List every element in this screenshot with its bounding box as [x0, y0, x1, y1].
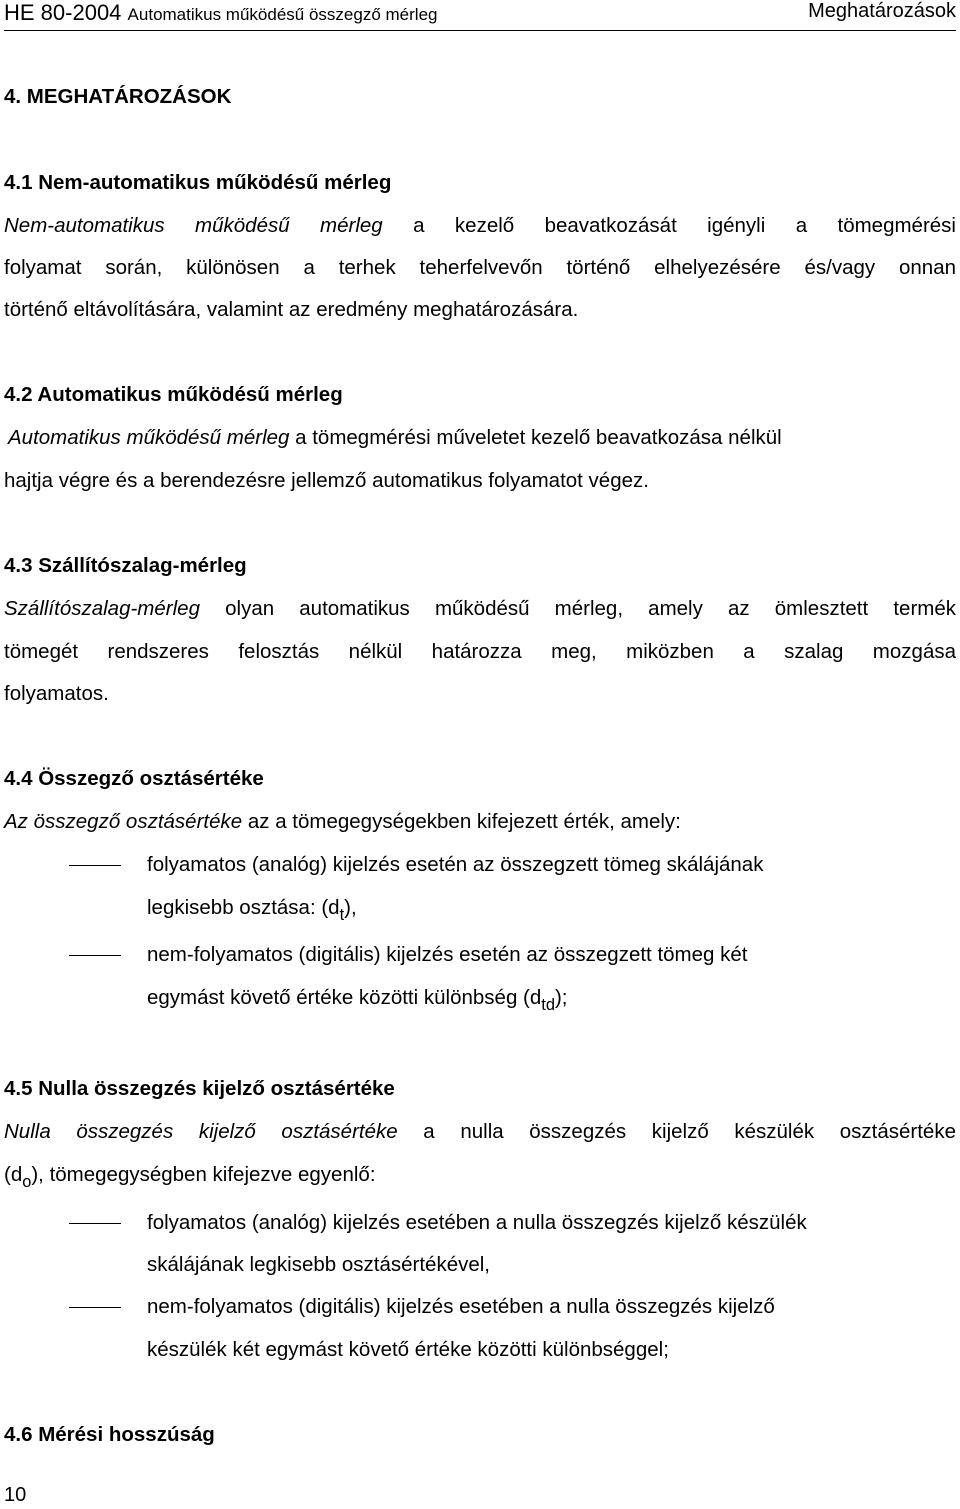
header-section: Meghatározások [808, 0, 956, 22]
section-4-5-heading: 4.5 Nulla összegzés kijelző osztásértéke [4, 1077, 395, 1100]
section-4-5-line2 [4, 1163, 376, 1191]
chapter-title: 4. MEGHATÁROZÁSOK [4, 85, 232, 108]
section-4-5-item2-line1: nem-folyamatos (digitális) kijelzés esetében a nulla összegzés kijelző [147, 1295, 775, 1318]
header-left [4, 0, 437, 26]
section-4-3-line1 [4, 599, 956, 620]
section-4-5-item2-line2: készülék két egymást követő értéke közötti különbséggel; [147, 1338, 669, 1361]
section-4-3-line1-text: olyan automatikus működésű mérleg, amely az ömlesztett termék [199, 597, 956, 620]
list-dash [69, 1307, 121, 1308]
section-4-1-line1-text: a kezelő beavatkozását igényli a tömegmérési [382, 214, 956, 237]
section-4-2-line1 [8, 428, 782, 449]
section-4-5-term: Nulla összegzés kijelző osztásértéke [4, 1120, 398, 1143]
section-4-5-line1-text: a nulla összegzés kijelző készülék osztásértéke [397, 1120, 956, 1143]
section-4-4-heading: 4.4 Összegző osztásértéke [4, 767, 264, 790]
section-4-1-line3: történő eltávolítására, valamint az eredmény meghatározására. [4, 298, 579, 321]
section-4-4-item1-line2 [147, 896, 357, 924]
section-4-5-line2-post: ), tömegegységben kifejezve egyenlő: [31, 1163, 376, 1186]
section-4-4-item2-post: ); [554, 986, 568, 1009]
header-rule [4, 30, 956, 31]
subscript-td: td [541, 995, 555, 1014]
section-4-3-line3: folyamatos. [4, 682, 109, 705]
section-4-5-item1-line1: folyamatos (analóg) kijelzés esetében a nulla összegzés kijelző készülék [147, 1211, 807, 1234]
section-4-3-line2: tömegét rendszeres felosztás nélkül határozza meg, miközben a szalag mozgása [4, 640, 956, 663]
section-4-5-line1 [4, 1122, 956, 1143]
list-dash [69, 955, 121, 956]
section-4-4-intro-text: az a tömegegységekben kifejezett érték, amely: [242, 810, 681, 833]
list-dash [69, 865, 121, 866]
page-number: 10 [4, 1484, 27, 1506]
header-subject: Automatikus működésű összegző mérleg [127, 5, 438, 24]
section-4-2-line1-text: a tömegmérési műveletet kezelő beavatkozása nélkül [289, 426, 782, 449]
section-4-4-term: Az összegző osztásértéke [4, 810, 243, 833]
section-4-2-term: Automatikus működésű mérleg [8, 426, 290, 449]
subscript-o: o [22, 1172, 32, 1191]
section-4-4-item1-post: ), [344, 896, 357, 919]
section-4-6-heading: 4.6 Mérési hosszúság [4, 1423, 215, 1446]
section-4-3-heading: 4.3 Szállítószalag-mérleg [4, 554, 247, 577]
header-code: HE 80-2004 [4, 0, 122, 25]
section-4-1-term: Nem-automatikus működésű mérleg [4, 214, 383, 237]
section-4-5-item1-line2: skálájának legkisebb osztásértékével, [147, 1253, 490, 1276]
running-header [4, 0, 956, 30]
subscript-t: t [339, 905, 345, 924]
section-4-1-heading: 4.1 Nem-automatikus működésű mérleg [4, 171, 392, 194]
section-4-4-item1-line1: folyamatos (analóg) kijelzés esetén az összegzett tömeg skálájának [147, 853, 764, 876]
section-4-5-line2-pre: (d [4, 1163, 23, 1186]
section-4-4-item2-pre: egymást követő értéke közötti különbség (d [147, 986, 542, 1009]
section-4-4-item1-pre: legkisebb osztása: (d [147, 896, 340, 919]
section-4-3-term: Szállítószalag-mérleg [4, 597, 200, 620]
list-dash [69, 1223, 121, 1224]
section-4-2-heading: 4.2 Automatikus működésű mérleg [4, 383, 343, 406]
section-4-1-line1 [4, 216, 956, 237]
section-4-4-item2-line1: nem-folyamatos (digitális) kijelzés esetén az összegzett tömeg két [147, 943, 748, 966]
section-4-2-line2: hajtja végre és a berendezésre jellemző automatikus folyamatot végez. [4, 469, 649, 492]
section-4-4-item2-line2 [147, 986, 568, 1014]
section-4-4-intro [4, 812, 681, 833]
section-4-1-line2: folyamat során, különösen a terhek teherfelvevőn történő elhelyezésére és/vagy onnan [4, 256, 956, 279]
